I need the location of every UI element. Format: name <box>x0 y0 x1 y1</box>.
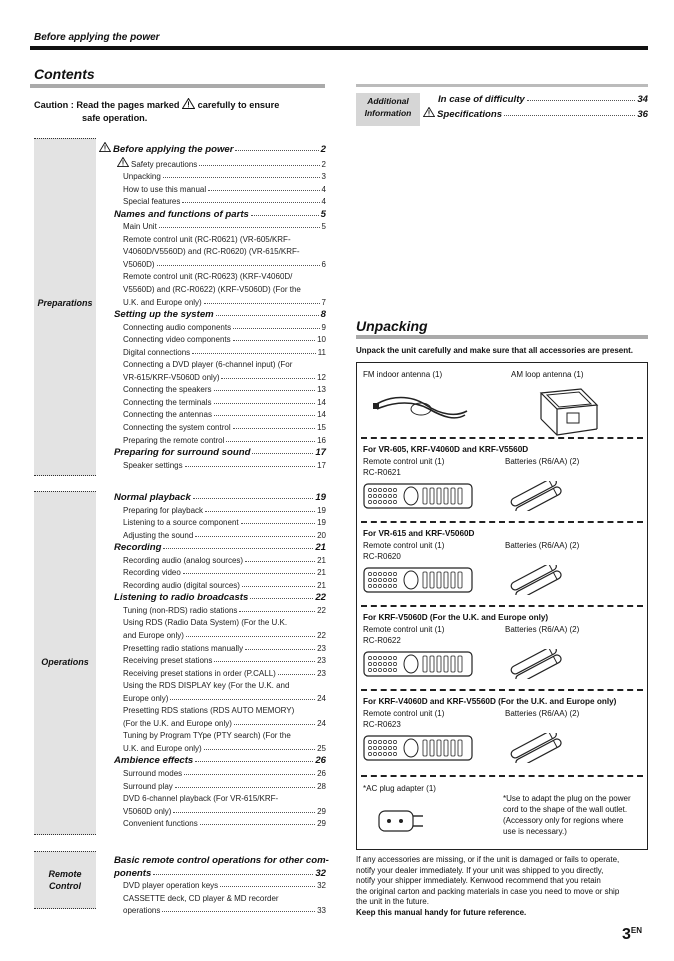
toc-entry-text: and Europe only) <box>123 631 184 641</box>
toc-page-number: 9 <box>321 322 326 332</box>
toc-page-number: 14 <box>317 410 326 420</box>
toc-heading[interactable] <box>423 107 648 122</box>
ac-plug-adapter-illustration <box>375 799 425 839</box>
toc-entry-text: Listening to a source component <box>123 518 239 528</box>
remote-unit-label: Remote control unit (1) <box>363 457 445 466</box>
toc-entry[interactable] <box>114 372 326 385</box>
toc-entry[interactable] <box>114 668 326 681</box>
toc-heading[interactable] <box>438 94 648 107</box>
toc-entry[interactable] <box>114 818 326 831</box>
toc-heading[interactable] <box>114 855 329 868</box>
batteries-illustration <box>505 565 569 595</box>
toc-entry[interactable] <box>114 334 326 347</box>
dot-leader <box>153 874 313 875</box>
warning-icon <box>423 107 435 117</box>
fm-antenna-illustration <box>371 391 471 431</box>
dot-leader <box>200 824 315 825</box>
toc-entry[interactable] <box>114 246 326 259</box>
toc-entry[interactable] <box>114 718 326 731</box>
toc-page-number: 22 <box>317 631 326 641</box>
toc-page-number: 13 <box>317 385 326 395</box>
toc-entry-text: Connecting the system control <box>123 423 231 433</box>
toc-entry-text: CASSETTE deck, CD player & MD recorder <box>123 893 279 903</box>
toc-entry[interactable] <box>114 567 326 580</box>
dot-leader <box>208 190 319 191</box>
toc-entry-text: Convenient functions <box>123 819 198 829</box>
toc-entry[interactable] <box>114 655 326 668</box>
toc-entry-text: Listening to radio broadcasts <box>114 592 249 604</box>
dashed-divider <box>361 521 643 523</box>
dot-leader <box>199 165 319 166</box>
remote-model-label: RC-R0622 <box>363 636 401 645</box>
contents-title: Contents <box>34 66 95 82</box>
toc-page-number: 24 <box>317 718 326 728</box>
toc-page-number: 3 <box>321 172 326 182</box>
remote-group-heading: For KRF-V4060D and KRF-V5560D (For the U.K. and Europe only) <box>363 697 617 706</box>
dot-leader <box>192 353 316 354</box>
toc-entry-text: Connecting the antennas <box>123 410 212 420</box>
dot-leader <box>221 378 315 379</box>
toc-page-number: 2 <box>321 159 326 169</box>
toc-entry[interactable] <box>114 905 326 918</box>
toc-entry[interactable] <box>114 705 326 718</box>
toc-page-number: 33 <box>317 906 326 916</box>
remote-control-label: Remote Control <box>48 869 82 891</box>
dot-leader <box>175 787 315 788</box>
toc-entry[interactable] <box>114 435 326 448</box>
batteries-illustration <box>505 481 569 511</box>
toc-entry-text: DVD player operation keys <box>123 881 219 891</box>
dot-leader <box>216 315 319 316</box>
toc-page-number: 23 <box>317 668 326 678</box>
dot-leader <box>214 415 315 416</box>
page-number: $3^{EN}$ <box>622 926 643 943</box>
toc-entry[interactable] <box>114 171 326 184</box>
toc-entry-text: Tuning (non-RDS) radio stations <box>123 605 238 615</box>
remote-model-label: RC-R0620 <box>363 552 401 561</box>
accessories-box <box>356 362 648 850</box>
toc-entry[interactable] <box>114 505 326 518</box>
toc-entry-text: Using RDS (Radio Data System) (For the U.K. <box>123 618 288 628</box>
toc-page-number: 8 <box>320 309 326 321</box>
dot-leader <box>163 548 313 549</box>
toc-entry-text: Presetting RDS stations (RDS AUTO MEMORY) <box>123 706 295 716</box>
toc-page-number: 21 <box>315 542 326 554</box>
unpacking-rule <box>356 335 648 339</box>
toc-page-number: 29 <box>317 819 326 829</box>
dashed-divider <box>361 437 643 439</box>
batteries-illustration <box>505 733 569 763</box>
toc-page-number: 14 <box>317 397 326 407</box>
dot-leader <box>195 536 315 537</box>
toc-entry-text: Speaker settings <box>123 460 183 470</box>
toc-entry[interactable] <box>114 271 326 284</box>
toc-entry-text: Tuning by Program TYpe (PTY search) (For the <box>123 731 291 741</box>
toc-entry-text: Using the RDS DISPLAY key (For the U.K. and <box>123 681 290 691</box>
remote-control-illustration <box>363 565 475 595</box>
dot-leader <box>193 498 314 499</box>
am-antenna-label: AM loop antenna (1) <box>511 370 584 379</box>
preparations-label: Preparations <box>37 298 93 308</box>
toc-entry[interactable] <box>114 422 326 435</box>
dot-leader <box>183 573 315 574</box>
remote-control-illustration <box>363 733 475 763</box>
toc-entry[interactable] <box>114 347 326 360</box>
toc-entry-text: Digital connections <box>123 347 191 357</box>
dot-leader <box>182 202 319 203</box>
toc-entry-text: Names and functions of parts <box>114 208 249 220</box>
toc-entry-text: Europe only) <box>123 693 169 703</box>
toc-page-number: 23 <box>317 656 326 666</box>
toc-entry[interactable] <box>114 605 326 618</box>
toc-entry[interactable] <box>114 743 326 756</box>
right-top-rule <box>356 84 648 87</box>
toc-page-number: 16 <box>317 435 326 445</box>
toc-entry[interactable] <box>114 221 326 234</box>
remote-group-heading: For KRF-V5060D (For the U.K. and Europe only) <box>363 613 549 622</box>
toc-entry[interactable] <box>114 643 326 656</box>
remote-group-heading: For VR-605, KRF-V4060D and KRF-V5560D <box>363 445 529 454</box>
toc-entry-text: Connecting the terminals <box>123 397 212 407</box>
toc-page-number: 21 <box>317 568 326 578</box>
toc-page-number: 20 <box>317 530 326 540</box>
toc-entry-text: Main Unit <box>123 222 157 232</box>
ac-adapter-label: *AC plug adapter (1) <box>363 784 436 793</box>
dot-leader <box>185 466 316 467</box>
dot-leader <box>204 749 315 750</box>
unpacking-footer-note: If any accessories are missing, or if the unit is damaged or fails to operate, notify your dealer immediately. If your unit was shipped to you directly, notify your shipper immediately. Kenwood recommend that you retain the original carton and packing materials in case you need to move or ship the unit in the future. Keep this manual handy for future reference. <box>356 855 620 917</box>
toc-entry[interactable] <box>114 768 326 781</box>
toc-entry[interactable] <box>114 730 326 743</box>
dot-leader <box>214 403 316 404</box>
toc-heading[interactable] <box>114 592 326 605</box>
contents-rule <box>30 84 325 88</box>
caution-note: Caution : Read the pages marked carefully to ensure safe operation. <box>34 100 280 123</box>
toc-page-number: 4 <box>321 197 326 207</box>
batteries-label: Batteries (R6/AA) (2) <box>505 457 580 466</box>
dot-leader <box>252 453 313 454</box>
toc-page-number: 4 <box>321 184 326 194</box>
preparations-tab <box>34 138 96 476</box>
toc-page-number: 10 <box>317 335 326 345</box>
warning-icon <box>99 142 111 152</box>
toc-entry[interactable] <box>114 284 326 297</box>
toc-heading[interactable] <box>114 755 326 768</box>
running-header: Before applying the power <box>34 32 160 43</box>
toc-entry[interactable] <box>114 196 326 209</box>
dot-leader <box>186 636 315 637</box>
toc-entry[interactable] <box>114 806 326 819</box>
toc-entry-text: Recording <box>114 542 162 554</box>
toc-entry-text: Recording audio (analog sources) <box>123 555 244 565</box>
toc-page-number: 29 <box>317 806 326 816</box>
toc-entry-text: Receiving preset stations in order (P.CALL) <box>123 668 276 678</box>
dot-leader <box>242 586 315 587</box>
am-loop-antenna-illustration <box>533 385 605 441</box>
fm-antenna-label: FM indoor antenna (1) <box>363 370 443 379</box>
toc-entry-text: Remote control unit (RC-R0623) (KRF-V4060D/ <box>123 272 293 282</box>
additional-information-tab: Additional Information <box>356 93 420 126</box>
toc-operations <box>114 492 326 831</box>
dashed-divider <box>361 775 643 777</box>
toc-page-number: 21 <box>317 555 326 565</box>
remote-unit-label: Remote control unit (1) <box>363 625 445 634</box>
toc-entry-text: Presetting radio stations manually <box>123 643 244 653</box>
toc-heading[interactable] <box>114 868 326 881</box>
toc-entry-text: Ambience effects <box>114 755 194 767</box>
toc-entry[interactable] <box>114 617 326 630</box>
dashed-divider <box>361 689 643 691</box>
toc-entry[interactable] <box>114 359 326 372</box>
toc-additional-information <box>438 94 648 121</box>
batteries-label: Batteries (R6/AA) (2) <box>505 625 580 634</box>
ac-adapter-note: *Use to adapt the plug on the power cord to the shape of the wall outlet. (Accessory only for regions where use is necessary.) <box>503 794 631 836</box>
toc-page-number: 28 <box>317 781 326 791</box>
toc-entry-text: Recording audio (digital sources) <box>123 580 240 590</box>
toc-page-number: 21 <box>317 580 326 590</box>
toc-entry-text: (For the U.K. and Europe only) <box>123 718 232 728</box>
dot-leader <box>170 699 315 700</box>
dot-leader <box>239 611 315 612</box>
dot-leader <box>234 724 315 725</box>
toc-page-number: 5 <box>321 222 326 232</box>
toc-entry-text: Receiving preset stations <box>123 656 213 666</box>
toc-entry-text: U.K. and Europe only) <box>123 297 202 307</box>
toc-entry[interactable] <box>114 517 326 530</box>
toc-entry-text: Connecting a DVD player (6-channel input) (For <box>123 360 293 370</box>
toc-entry-text: Remote control unit (RC-R0621) (VR-605/KRF- <box>123 234 291 244</box>
remote-model-label: RC-R0621 <box>363 468 401 477</box>
toc-entry-text: U.K. and Europe only) <box>123 743 202 753</box>
toc-heading[interactable] <box>114 492 326 505</box>
operations-tab <box>34 491 96 835</box>
toc-heading[interactable] <box>114 542 326 555</box>
toc-page-number: 22 <box>315 592 326 604</box>
toc-entry-text: Connecting the speakers <box>123 385 212 395</box>
toc-entry-text: VR-615/KRF-V5060D only) <box>123 372 220 382</box>
operations-label: Operations <box>41 657 89 667</box>
toc-remote-control <box>114 855 329 918</box>
dot-leader <box>173 812 315 813</box>
warning-icon <box>182 98 195 109</box>
toc-entry-text: Special features <box>123 197 181 207</box>
remote-control-illustration <box>363 649 475 679</box>
batteries-label: Batteries (R6/AA) (2) <box>505 541 580 550</box>
toc-entry[interactable] <box>114 893 326 906</box>
dot-leader <box>504 115 635 116</box>
dot-leader <box>233 428 315 429</box>
toc-page-number: 5 <box>320 208 326 220</box>
dot-leader <box>226 441 315 442</box>
toc-entry[interactable] <box>114 384 326 397</box>
toc-entry-text: V5060D) <box>123 259 155 269</box>
toc-entry[interactable] <box>114 322 326 335</box>
toc-preparations <box>114 142 326 472</box>
dot-leader <box>214 661 315 662</box>
toc-page-number: 26 <box>315 755 326 767</box>
toc-entry[interactable] <box>108 157 326 172</box>
toc-page-number: 34 <box>637 94 648 105</box>
toc-entry-text: Adjusting the sound <box>123 530 194 540</box>
remote-unit-label: Remote control unit (1) <box>363 541 445 550</box>
toc-page-number: 6 <box>321 259 326 269</box>
toc-page-number: 17 <box>315 447 326 459</box>
unpacking-title: Unpacking <box>356 318 428 334</box>
toc-entry[interactable] <box>114 693 326 706</box>
toc-entry-text: How to use this manual <box>123 184 207 194</box>
warning-icon <box>117 157 129 167</box>
toc-page-number: 32 <box>315 867 326 879</box>
dot-leader <box>527 100 636 101</box>
toc-entry[interactable] <box>114 580 326 593</box>
toc-heading[interactable] <box>114 447 326 460</box>
toc-page-number: 7 <box>321 297 326 307</box>
header-rule <box>30 46 648 50</box>
toc-entry-text: V4060D/V5560D) and (RC-R0620) (VR-615/KRF- <box>123 247 300 257</box>
dot-leader <box>195 761 313 762</box>
toc-entry-text: Before applying the power <box>113 144 234 155</box>
toc-page-number: 17 <box>317 460 326 470</box>
remote-group-heading: For VR-615 and KRF-V5060D <box>363 529 475 538</box>
toc-page-number: 11 <box>317 347 326 357</box>
toc-entry-text: Recording video <box>123 568 181 578</box>
toc-entry-text: Preparing the remote control <box>123 435 225 445</box>
toc-entry[interactable] <box>114 397 326 410</box>
toc-page-number: 15 <box>317 423 326 433</box>
toc-page-number: 25 <box>317 743 326 753</box>
dashed-divider <box>361 605 643 607</box>
toc-entry[interactable] <box>114 460 326 473</box>
toc-entry-text: V5060D only) <box>123 806 172 816</box>
toc-entry-text: Connecting video components <box>123 335 231 345</box>
dot-leader <box>162 911 315 912</box>
dot-leader <box>214 390 316 391</box>
toc-entry-text: Setting up the system <box>114 309 214 321</box>
toc-entry-text: Specifications <box>437 108 503 120</box>
toc-entry-text: Connecting audio components <box>123 322 232 332</box>
toc-entry-text: Basic remote control operations for other com- <box>114 855 329 866</box>
toc-heading[interactable] <box>99 142 326 157</box>
dot-leader <box>251 215 319 216</box>
toc-entry-text: V5560D) and (RC-R0622) (KRF-V5060D) (For the <box>123 285 301 295</box>
toc-page-number: 12 <box>317 372 326 382</box>
toc-entry[interactable] <box>114 680 326 693</box>
toc-entry[interactable] <box>114 630 326 643</box>
unpacking-intro: Unpack the unit carefully and make sure that all accessories are present. <box>356 346 634 355</box>
dot-leader <box>204 303 320 304</box>
dot-leader <box>233 328 319 329</box>
dot-leader <box>205 511 315 512</box>
batteries-illustration <box>505 649 569 679</box>
toc-entry-text: Normal playback <box>114 492 191 503</box>
toc-heading[interactable] <box>114 309 326 322</box>
toc-page-number: 36 <box>637 108 648 120</box>
toc-page-number: 32 <box>317 881 326 891</box>
dot-leader <box>157 265 320 266</box>
toc-entry-text: ponents <box>114 867 152 879</box>
batteries-label: Batteries (R6/AA) (2) <box>505 709 580 718</box>
toc-page-number: 19 <box>317 518 326 528</box>
dot-leader <box>159 227 320 228</box>
toc-page-number: 23 <box>317 643 326 653</box>
toc-entry-text: Preparing for playback <box>123 505 204 515</box>
dot-leader <box>235 150 318 151</box>
toc-page-number: 2 <box>320 144 326 155</box>
toc-entry[interactable] <box>114 793 326 806</box>
toc-entry-text: Unpacking <box>123 172 161 182</box>
toc-page-number: 19 <box>317 505 326 515</box>
dot-leader <box>220 886 315 887</box>
remote-model-label: RC-R0623 <box>363 720 401 729</box>
toc-heading[interactable] <box>114 209 326 222</box>
dot-leader <box>241 523 315 524</box>
toc-entry[interactable] <box>114 234 326 247</box>
toc-entry[interactable] <box>114 297 326 310</box>
toc-entry[interactable] <box>114 259 326 272</box>
dot-leader <box>245 649 315 650</box>
toc-entry-text: Preparing for surround sound <box>114 447 251 459</box>
dot-leader <box>163 177 320 178</box>
toc-page-number: 24 <box>317 693 326 703</box>
toc-entry-text: Safety precautions <box>131 159 198 169</box>
dot-leader <box>278 674 315 675</box>
toc-entry-text: DVD 6-channel playback (For VR-615/KRF- <box>123 794 279 804</box>
toc-entry[interactable] <box>114 781 326 794</box>
dot-leader <box>233 340 315 341</box>
toc-entry[interactable] <box>114 880 326 893</box>
toc-entry[interactable] <box>114 409 326 422</box>
toc-page-number: 26 <box>317 769 326 779</box>
toc-entry-text: operations <box>123 906 161 916</box>
remote-control-tab <box>34 851 96 909</box>
dot-leader <box>250 598 313 599</box>
toc-entry[interactable] <box>114 555 326 568</box>
toc-page-number: 22 <box>317 605 326 615</box>
toc-entry-text: Surround modes <box>123 769 183 779</box>
toc-entry-text: Surround play <box>123 781 173 791</box>
toc-entry-text: In case of difficulty <box>438 94 525 105</box>
toc-page-number: 19 <box>315 492 326 503</box>
dot-leader <box>245 561 315 562</box>
dot-leader <box>184 774 315 775</box>
toc-entry[interactable] <box>114 530 326 543</box>
remote-control-illustration <box>363 481 475 511</box>
remote-unit-label: Remote control unit (1) <box>363 709 445 718</box>
toc-entry[interactable] <box>114 184 326 197</box>
